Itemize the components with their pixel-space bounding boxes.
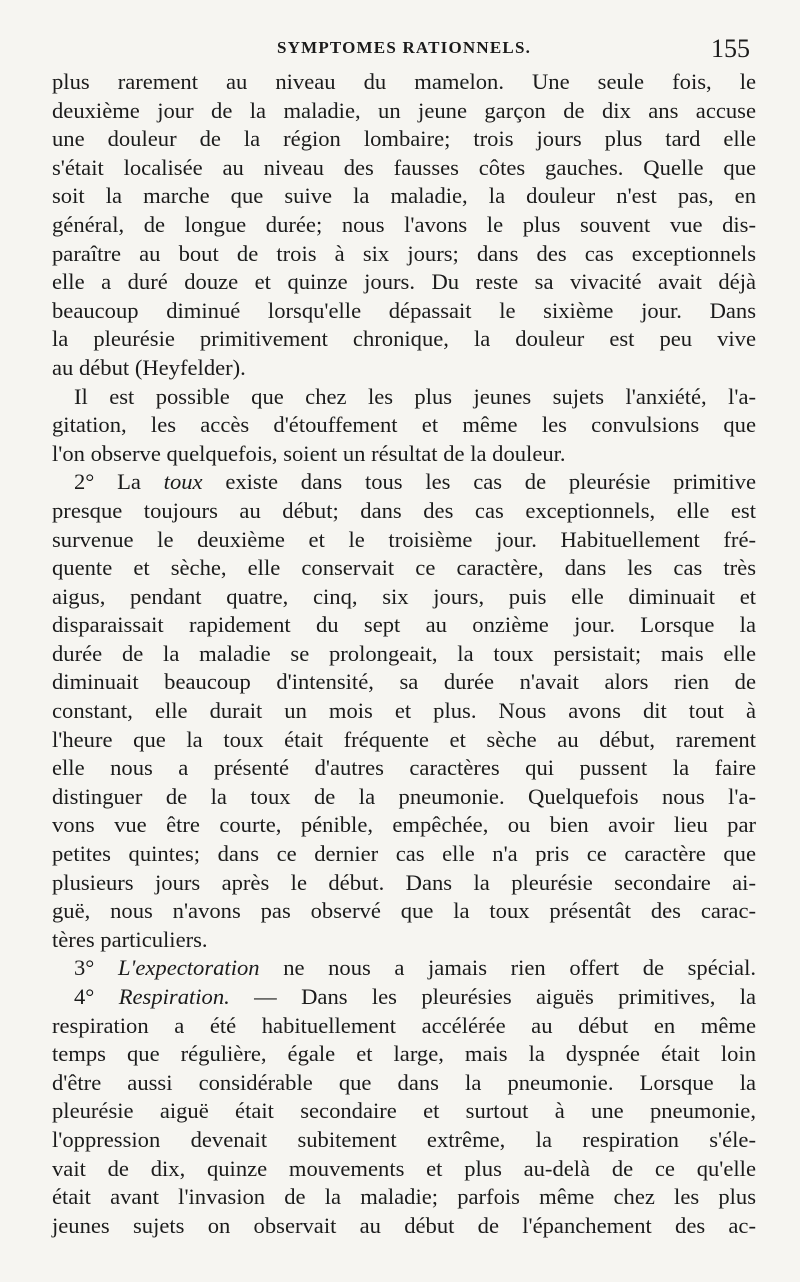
text-line: guë, nous n'avons pas observé que la toux présentât des carac- [52,898,756,924]
section-term: toux [163,469,203,495]
text-line: l'on observe quelquefois, soient un résultat de la douleur. [52,440,566,466]
text-line: une douleur de la région lombaire; trois jours plus tard elle [52,126,756,152]
text-line: vait de dix, quinze mouvements et plus au-delà de ce qu'elle [52,1155,756,1181]
text-line: plus rarement au niveau du mamelon. Une seule fois, le [52,69,756,94]
text-line: soit la marche que suive la maladie, la douleur n'est pas, en [52,183,756,209]
section-number: 4° [74,984,95,1009]
page-number: 155 [711,34,750,63]
text-line: aigus, pendant quatre, cinq, six jours, puis elle diminuait et [52,583,756,609]
text-line: durée de la maladie se prolongeait, la toux persistait; mais elle [52,640,756,666]
section-text: — Dans les pleurésies aiguës primitives, la [254,984,757,1009]
text-line: jeunes sujets on observait au début de l'épanchement des ac- [52,1212,756,1238]
text-line: presque toujours au début; dans des cas exceptionnels, elle est [52,497,756,523]
section-number: 3° [74,955,95,981]
text-line: d'être aussi considérable que dans la pneumonie. Lorsque la [52,1069,756,1095]
text-line: elle nous a présenté d'autres caractères qui pussent la faire [52,755,756,781]
section-term: L'expectoration [117,955,260,981]
text-line [52,954,756,983]
text-line: respiration a été habituellement accélérée au début en même [52,1012,756,1038]
section-term: Respiration. [118,984,230,1009]
text-line: petites quintes; dans ce dernier cas elle n'a pris ce caractère que [52,841,756,867]
text-line: s'était localisée au niveau des fausses côtes gauches. Quelle que [52,154,756,180]
running-title: SYMPTOMES RATIONNELS. [276,38,532,57]
text-line: général, de longue durée; nous l'avons le plus souvent vue dis- [52,211,756,237]
text-line: la pleurésie primitivement chronique, la douleur est peu vive [52,326,756,352]
text-line: l'heure que la toux était fréquente et sèche au début, rarement [52,726,756,752]
text-line: elle a duré douze et quinze jours. Du reste sa vivacité avait déjà [52,269,756,295]
text-line [52,983,756,1012]
section-text: existe dans tous les cas de pleurésie primitive [225,469,756,495]
running-head [52,34,756,68]
text-line: paraître au bout de trois à six jours; dans des cas exceptionnels [52,240,756,266]
text-line: gitation, les accès d'étouffement et même les convulsions que [52,412,756,438]
text-line: distinguer de la toux de la pneumonie. Quelquefois nous l'a- [52,783,756,809]
text-line: Il est possible que chez les plus jeunes sujets l'anxiété, l'a- [74,383,756,409]
text-line: survenue le deuxième et le troisième jour. Habituellement fré- [52,526,756,552]
body-text [52,68,756,1240]
text-line: deuxième jour de la maladie, un jeune garçon de dix ans accuse [52,97,756,123]
text-line: beaucoup diminué lorsqu'elle dépassait le sixième jour. Dans [52,297,756,323]
text-line [52,468,756,497]
text-line: vons vue être courte, pénible, empêchée, ou bien avoir lieu par [52,812,756,838]
section-number: 2° La [74,469,141,495]
text-line: était avant l'invasion de la maladie; parfois même chez les plus [52,1184,756,1210]
text-line: pleurésie aiguë était secondaire et surtout à une pneumonie, [52,1098,756,1124]
text-line: temps que régulière, égale et large, mais la dyspnée était loin [52,1041,756,1067]
text-line: diminuait beaucoup d'intensité, sa durée n'avait alors rien de [52,669,756,695]
text-line: disparaissait rapidement du sept au onzième jour. Lorsque la [52,612,756,638]
text-line: au début (Heyfelder). [52,354,246,380]
text-line: constant, elle durait un mois et plus. Nous avons dit tout à [52,698,756,724]
text-line: l'oppression devenait subitement extrême, la respiration s'éle- [52,1126,756,1152]
section-text: ne nous a jamais rien offert de spécial. [283,955,756,981]
text-line: tères particuliers. [52,926,208,952]
text-line: quente et sèche, elle conservait ce caractère, dans les cas très [52,555,756,581]
text-line: plusieurs jours après le début. Dans la pleurésie secondaire ai- [52,869,756,895]
